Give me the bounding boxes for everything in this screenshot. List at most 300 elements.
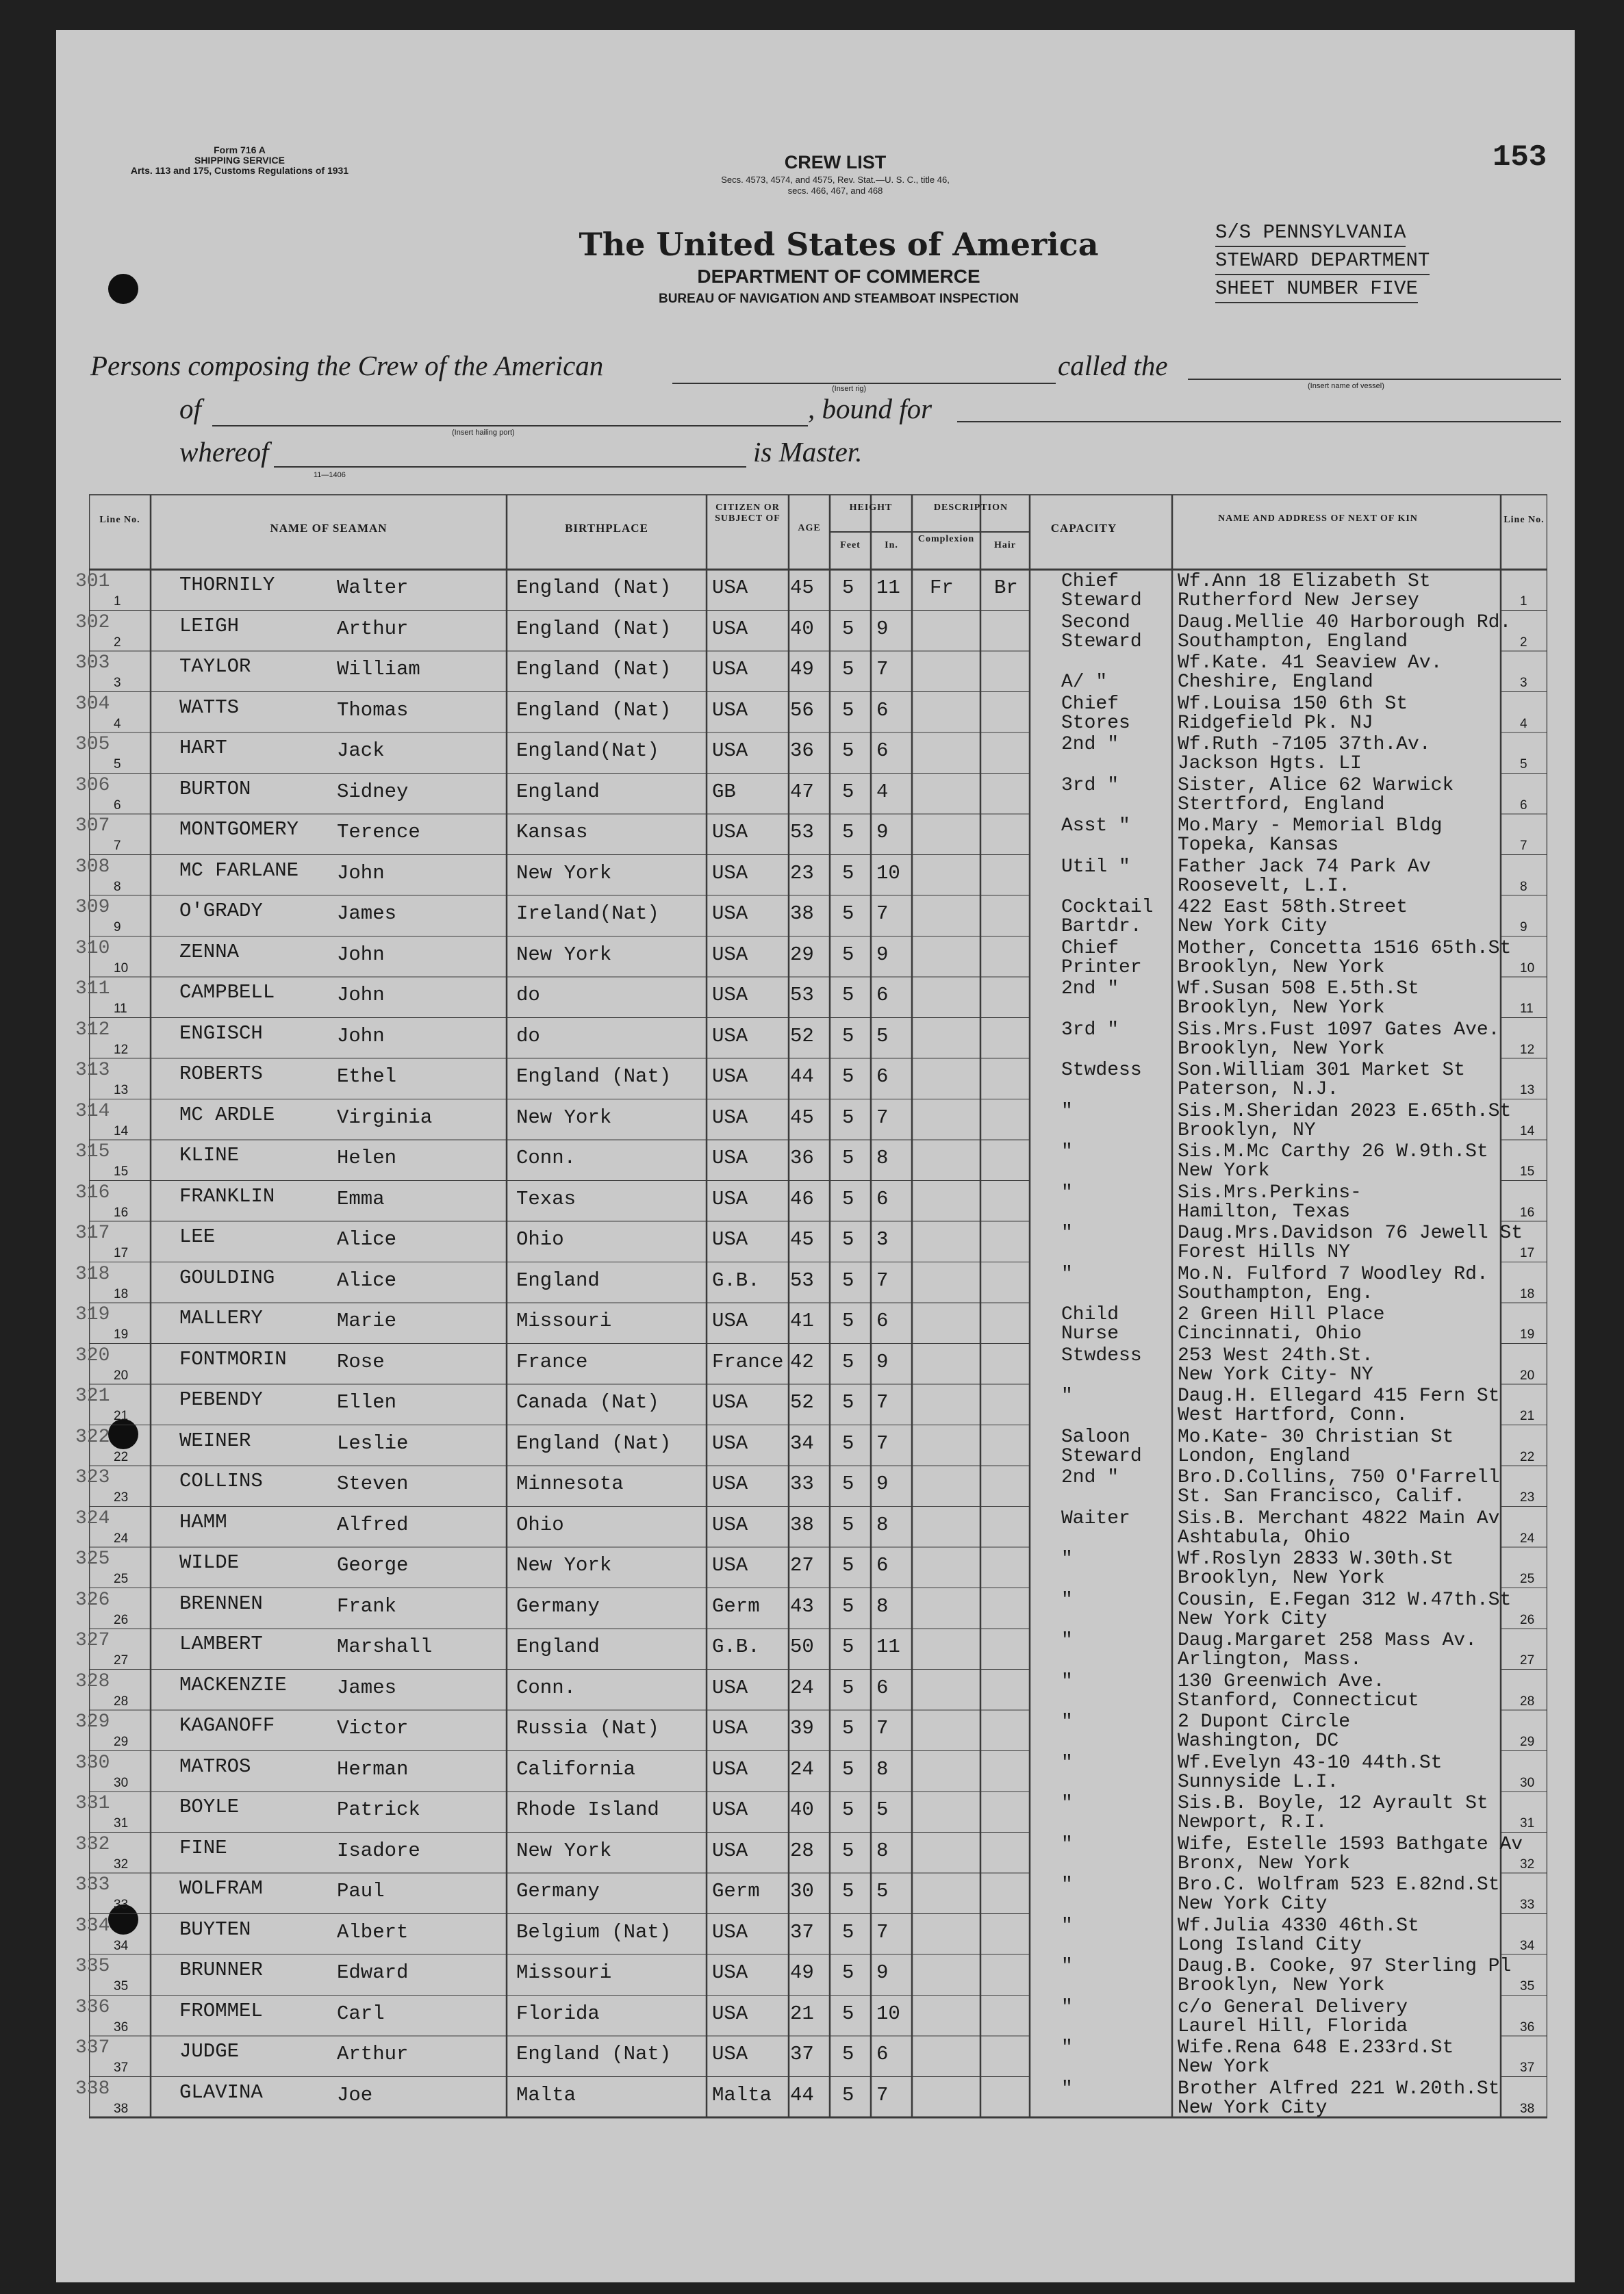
age: 38 [790, 1513, 814, 1536]
citizenship: USA [712, 617, 748, 640]
line-number-right: 25 [1520, 1572, 1535, 1586]
height-inches: 11 [876, 1635, 900, 1658]
height-feet: 5 [842, 1594, 854, 1618]
next-of-kin-address: Cheshire, England [1178, 672, 1373, 693]
next-of-kin-address: Forest Hills NY [1178, 1242, 1351, 1263]
height-inches: 9 [876, 1350, 889, 1373]
next-of-kin-address: Brooklyn, New York [1178, 956, 1385, 978]
age: 40 [790, 1798, 814, 1821]
capacity-line-1: " [1061, 1956, 1073, 1977]
line-number: 21 [114, 1409, 129, 1423]
birthplace: Conn. [516, 1147, 576, 1169]
capacity-line-1: " [1061, 1752, 1073, 1774]
next-of-kin-address: Brooklyn, New York [1178, 1038, 1385, 1060]
age: 37 [790, 1920, 814, 1943]
seaman-given-name: Walter [337, 576, 409, 599]
line-number-right: 15 [1520, 1164, 1535, 1179]
serial-number: 302 [75, 611, 110, 633]
form-code: 11—1406 [314, 471, 346, 479]
seaman-surname: LEE [179, 1225, 216, 1248]
height-feet: 5 [842, 1391, 854, 1414]
seaman-surname: LAMBERT [179, 1633, 263, 1655]
header-next-of-kin: NAME AND ADDRESS OF NEXT OF KIN [1218, 513, 1418, 524]
capacity-line-1: " [1061, 1833, 1073, 1855]
height-feet: 5 [842, 1757, 854, 1781]
line-number-right: 3 [1520, 676, 1527, 690]
serial-number: 314 [75, 1100, 110, 1122]
serial-number: 325 [75, 1549, 110, 1570]
seaman-surname: FROMMEL [179, 1999, 263, 2022]
capacity-line-1: Cocktail [1061, 897, 1154, 918]
capacity-line-2: Bartdr. [1061, 916, 1142, 937]
prompt-crew-of: Persons composing the Crew of the American [90, 350, 604, 381]
birthplace: New York [516, 1554, 612, 1577]
serial-number: 330 [75, 1752, 110, 1774]
capacity-line-1: Chief [1061, 571, 1119, 592]
stamp-sheet: SHEET NUMBER FIVE [1215, 275, 1418, 303]
height-inches: 6 [876, 1676, 889, 1699]
vessel-name-field[interactable] [1188, 378, 1561, 380]
height-feet: 5 [842, 2083, 854, 2106]
header-feet: Feet [840, 540, 861, 550]
capacity-line-1: " [1061, 1386, 1073, 1407]
citizenship: USA [712, 1513, 748, 1536]
seaman-given-name: John [337, 1024, 385, 1047]
line-number: 33 [114, 1898, 129, 1912]
line-number-right: 11 [1520, 1002, 1534, 1016]
line-number-right: 30 [1520, 1775, 1535, 1790]
serial-number: 323 [75, 1467, 110, 1488]
line-number: 37 [114, 2061, 129, 2075]
seaman-given-name: Alice [337, 1269, 397, 1292]
citizenship: USA [712, 902, 748, 925]
age: 37 [790, 2043, 814, 2065]
age: 36 [790, 739, 814, 762]
citizenship: USA [712, 861, 748, 884]
height-feet: 5 [842, 1676, 854, 1699]
capacity-line-1: Asst " [1061, 815, 1130, 837]
capacity-line-1: Child [1061, 1304, 1119, 1325]
next-of-kin-address: Paterson, N.J. [1178, 1079, 1339, 1100]
citizenship: Germ [712, 1880, 760, 1902]
next-of-kin-address: Newport, R.I. [1178, 1812, 1328, 1833]
capacity-line-1: " [1061, 1874, 1073, 1896]
prompt-called-the: called the [1058, 350, 1168, 381]
line-number: 15 [114, 1164, 129, 1179]
statutes [630, 175, 1041, 196]
line-number-right: 6 [1520, 798, 1527, 813]
serial-number: 303 [75, 652, 110, 674]
line-number: 20 [114, 1368, 129, 1383]
master-name-field[interactable] [274, 466, 746, 468]
height-feet: 5 [842, 1310, 854, 1332]
citizenship: USA [712, 1839, 748, 1862]
seaman-surname: KAGANOFF [179, 1714, 275, 1737]
seaman-given-name: Ethel [337, 1065, 397, 1088]
citizenship: USA [712, 943, 748, 966]
birthplace: England [516, 780, 600, 803]
age: 47 [790, 780, 814, 803]
height-feet: 5 [842, 2002, 854, 2025]
next-of-kin-address: New York City [1178, 1894, 1328, 1915]
height-feet: 5 [842, 1106, 854, 1129]
line-number: 6 [114, 798, 121, 813]
seaman-given-name: Victor [337, 1717, 409, 1739]
citizenship: USA [712, 1676, 748, 1699]
seaman-given-name: Isadore [337, 1839, 420, 1862]
height-inches: 6 [876, 1310, 889, 1332]
seaman-surname: TAYLOR [179, 655, 251, 678]
height-feet: 5 [842, 1880, 854, 1902]
capacity-line-2: Nurse [1061, 1323, 1119, 1344]
birthplace: do [516, 1024, 540, 1047]
age: 44 [790, 2083, 814, 2106]
age: 49 [790, 658, 814, 680]
seaman-surname: ROBERTS [179, 1062, 263, 1085]
seaman-given-name: Helen [337, 1147, 397, 1169]
capacity-line-1: " [1061, 1263, 1073, 1285]
age: 23 [790, 861, 814, 884]
line-number-right: 36 [1520, 2019, 1535, 2035]
seaman-given-name: Patrick [337, 1798, 420, 1821]
country-name: The United States of America [579, 226, 1099, 263]
line-number: 13 [114, 1083, 129, 1097]
height-inches: 9 [876, 1473, 889, 1495]
complexion: Fr [930, 576, 954, 599]
prompt-of: of [179, 393, 201, 424]
seaman-surname: THORNILY [179, 574, 275, 596]
prompt-bound-for: , bound for [808, 393, 932, 424]
next-of-kin-name: Son.William 301 Market St [1178, 1060, 1466, 1081]
seaman-given-name: Alfred [337, 1513, 409, 1536]
header-name: NAME OF SEAMAN [270, 522, 388, 535]
next-of-kin-name: Bro.D.Collins, 750 O'Farrell [1178, 1467, 1500, 1488]
line-number: 38 [114, 2101, 129, 2116]
birthplace: England (Nat) [516, 1431, 672, 1455]
capacity-line-2: Stores [1061, 712, 1130, 734]
line-number-right: 9 [1520, 920, 1527, 934]
birthplace: Ohio [516, 1513, 564, 1536]
seaman-surname: COLLINS [179, 1470, 263, 1492]
height-feet: 5 [842, 1961, 854, 1984]
line-number: 8 [114, 879, 121, 894]
line-number: 2 [114, 635, 121, 650]
age: 50 [790, 1635, 814, 1658]
capacity-line-1: Util " [1061, 856, 1130, 878]
capacity-line-1: Second [1061, 611, 1130, 633]
seaman-given-name: William [337, 658, 420, 680]
hailing-port-field[interactable] [212, 424, 808, 426]
capacity-line-1: " [1061, 1670, 1073, 1692]
citizenship: USA [712, 821, 748, 843]
vessel-hint: (Insert name of vessel) [1308, 382, 1384, 390]
form-service: SHIPPING SERVICE [194, 155, 285, 166]
height-inches: 7 [876, 2083, 889, 2106]
next-of-kin-name: Mo.N. Fulford 7 Woodley Rd. [1178, 1263, 1488, 1285]
age: 46 [790, 1187, 814, 1210]
next-of-kin-address: Rutherford New Jersey [1178, 590, 1419, 611]
serial-number: 334 [75, 1915, 110, 1937]
next-of-kin-address: Ridgefield Pk. NJ [1178, 712, 1373, 734]
birthplace: Missouri [516, 1961, 612, 1984]
serial-number: 317 [75, 1223, 110, 1244]
header-complexion: Complexion [917, 534, 975, 544]
capacity-line-2: Steward [1061, 630, 1142, 652]
line-number-right: 23 [1520, 1490, 1535, 1505]
age: 45 [790, 576, 814, 599]
height-feet: 5 [842, 1228, 854, 1251]
line-number-right: 17 [1520, 1246, 1535, 1260]
seaman-given-name: James [337, 902, 397, 925]
line-number: 26 [114, 1612, 129, 1627]
line-number: 34 [114, 1938, 129, 1953]
height-inches: 9 [876, 821, 889, 843]
birthplace: Minnesota [516, 1473, 624, 1495]
header-height: HEIGHT [849, 502, 893, 513]
serial-number: 308 [75, 856, 110, 878]
line-number: 32 [114, 1857, 129, 1872]
line-number-right: 27 [1520, 1653, 1535, 1668]
header-description: DESCRIPTION [933, 502, 1008, 513]
height-feet: 5 [842, 821, 854, 843]
height-inches: 9 [876, 617, 889, 640]
next-of-kin-name: 2 Dupont Circle [1178, 1711, 1351, 1733]
height-feet: 5 [842, 1147, 854, 1169]
stamp-vessel: S/S PENNSYLVANIA [1215, 219, 1406, 247]
birthplace: do [516, 984, 540, 1006]
destination-field[interactable] [957, 420, 1561, 422]
capacity-line-1: " [1061, 1223, 1073, 1244]
next-of-kin-name: 2 Green Hill Place [1178, 1304, 1385, 1325]
header-citizen: CITIZEN OR SUBJECT OF [715, 502, 781, 524]
capacity-line-1: " [1061, 1711, 1073, 1733]
line-number: 12 [114, 1042, 129, 1057]
birthplace: Ireland(Nat) [516, 902, 659, 925]
line-number-right: 32 [1520, 1857, 1535, 1872]
serial-number: 311 [75, 978, 110, 999]
seaman-given-name: Albert [337, 1920, 409, 1943]
citizenship: USA [712, 1798, 748, 1821]
serial-number: 335 [75, 1956, 110, 1977]
birthplace: Canada (Nat) [516, 1391, 659, 1414]
serial-number: 328 [75, 1670, 110, 1692]
height-inches: 7 [876, 1717, 889, 1739]
capacity-line-1: 2nd " [1061, 978, 1119, 999]
seaman-surname: GOULDING [179, 1266, 275, 1289]
line-number-right: 37 [1520, 2061, 1535, 2075]
capacity-line-1: Stwdess [1061, 1344, 1142, 1366]
seaman-surname: HART [179, 737, 227, 759]
birthplace: England (Nat) [516, 698, 672, 722]
serial-number: 309 [75, 897, 110, 918]
age: 27 [790, 1554, 814, 1577]
citizenship: USA [712, 739, 748, 762]
height-inches: 6 [876, 739, 889, 762]
next-of-kin-address: Topeka, Kansas [1178, 834, 1339, 856]
citizenship: GB [712, 780, 736, 803]
line-number-right: 1 [1520, 594, 1527, 609]
birthplace: Russia (Nat) [516, 1717, 659, 1739]
age: 30 [790, 1880, 814, 1902]
next-of-kin-address: New York City- NY [1178, 1364, 1373, 1386]
next-of-kin-name: Sis.B. Merchant 4822 Main Av [1178, 1507, 1500, 1529]
height-feet: 5 [842, 1269, 854, 1292]
next-of-kin-address: Arlington, Mass. [1178, 1649, 1362, 1670]
serial-number: 315 [75, 1141, 110, 1162]
next-of-kin-address: Brooklyn, New York [1178, 1568, 1385, 1589]
serial-number: 310 [75, 937, 110, 959]
seaman-surname: ENGISCH [179, 1021, 263, 1045]
capacity-line-1: " [1061, 1589, 1073, 1611]
serial-number: 321 [75, 1386, 110, 1407]
rig-field[interactable] [672, 382, 1056, 384]
seaman-given-name: Marshall [337, 1635, 433, 1658]
height-inches: 10 [876, 861, 900, 884]
seaman-given-name: Alice [337, 1228, 397, 1251]
height-feet: 5 [842, 902, 854, 925]
serial-number: 319 [75, 1304, 110, 1325]
citizenship: USA [712, 1228, 748, 1251]
line-number-right: 18 [1520, 1286, 1535, 1301]
next-of-kin-name: Daug.Mrs.Davidson 76 Jewell St [1178, 1223, 1523, 1244]
seaman-surname: BRENNEN [179, 1592, 263, 1615]
capacity-line-1: Chief [1061, 937, 1119, 959]
next-of-kin-name: 422 East 58th.Street [1178, 897, 1408, 918]
height-inches: 6 [876, 984, 889, 1006]
birthplace: Conn. [516, 1676, 576, 1699]
line-number-right: 24 [1520, 1531, 1535, 1546]
height-inches: 8 [876, 1839, 889, 1862]
rig-hint: (Insert rig) [832, 385, 867, 393]
birthplace: England (Nat) [516, 2043, 672, 2065]
header-line-no: Line No. [99, 515, 140, 525]
height-inches: 3 [876, 1228, 889, 1251]
citizenship: USA [712, 1554, 748, 1577]
citizenship: USA [712, 984, 748, 1006]
next-of-kin-name: Mother, Concetta 1516 65th.St [1178, 937, 1512, 959]
next-of-kin-name: Mo.Kate- 30 Christian St [1178, 1426, 1454, 1448]
seaman-given-name: Arthur [337, 2043, 409, 2065]
height-feet: 5 [842, 1717, 854, 1739]
line-number: 24 [114, 1531, 129, 1546]
age: 34 [790, 1431, 814, 1455]
age: 38 [790, 902, 814, 925]
next-of-kin-name: Daug.B. Cooke, 97 Sterling Pl [1178, 1956, 1512, 1977]
next-of-kin-name: Brother Alfred 221 W.20th.St [1178, 2078, 1500, 2100]
seaman-given-name: Steven [337, 1473, 409, 1495]
capacity-line-1: " [1061, 1793, 1073, 1814]
serial-number: 318 [75, 1263, 110, 1285]
height-feet: 5 [842, 1798, 854, 1821]
next-of-kin-address: Roosevelt, L.I. [1178, 875, 1351, 897]
line-number-right: 38 [1520, 2101, 1535, 2116]
height-inches: 6 [876, 698, 889, 722]
height-feet: 5 [842, 1554, 854, 1577]
age: 39 [790, 1717, 814, 1739]
seaman-surname: WEINER [179, 1429, 251, 1452]
seaman-surname: CAMPBELL [179, 981, 275, 1004]
serial-number: 327 [75, 1630, 110, 1651]
citizenship: USA [712, 1065, 748, 1088]
line-number-right: 13 [1520, 1083, 1535, 1097]
height-feet: 5 [842, 861, 854, 884]
line-number-right: 26 [1520, 1612, 1535, 1627]
height-inches: 7 [876, 1106, 889, 1129]
height-inches: 7 [876, 1269, 889, 1292]
capacity-line-1: " [1061, 1141, 1073, 1162]
serial-number: 313 [75, 1060, 110, 1081]
seaman-given-name: Marie [337, 1310, 397, 1332]
next-of-kin-name: Wf.Ann 18 Elizabeth St [1178, 571, 1431, 592]
age: 40 [790, 617, 814, 640]
capacity-line-1: " [1061, 1549, 1073, 1570]
agency-heading [548, 226, 1130, 307]
line-number: 25 [114, 1572, 129, 1586]
page-number: 153 [1493, 140, 1547, 175]
line-number: 19 [114, 1327, 129, 1342]
line-number-right: 12 [1520, 1042, 1535, 1057]
seaman-surname: MONTGOMERY [179, 818, 299, 841]
next-of-kin-name: Father Jack 74 Park Av [1178, 856, 1431, 878]
seaman-given-name: John [337, 861, 385, 884]
seaman-surname: FONTMORIN [179, 1347, 287, 1371]
next-of-kin-address: Stertford, England [1178, 793, 1385, 815]
next-of-kin-address: Cincinnati, Ohio [1178, 1323, 1362, 1344]
line-number-right: 2 [1520, 635, 1527, 650]
citizenship: USA [712, 1106, 748, 1129]
line-number: 27 [114, 1653, 129, 1668]
height-inches: 6 [876, 2043, 889, 2065]
serial-number: 304 [75, 693, 110, 715]
next-of-kin-address: St. San Francisco, Calif. [1178, 1486, 1466, 1507]
citizenship: USA [712, 1391, 748, 1414]
seaman-surname: MALLERY [179, 1307, 263, 1329]
serial-number: 329 [75, 1711, 110, 1733]
line-number: 11 [114, 1002, 127, 1016]
line-number-right: 20 [1520, 1368, 1535, 1383]
line-number-right: 21 [1520, 1409, 1535, 1423]
serial-number: 337 [75, 2037, 110, 2059]
height-inches: 6 [876, 1554, 889, 1577]
height-inches: 7 [876, 1391, 889, 1414]
age: 29 [790, 943, 814, 966]
line-number-right: 29 [1520, 1735, 1535, 1749]
age: 42 [790, 1350, 814, 1373]
seaman-given-name: James [337, 1676, 397, 1699]
height-inches: 5 [876, 1798, 889, 1821]
prompt-whereof: whereof [179, 436, 269, 468]
height-inches: 8 [876, 1594, 889, 1618]
height-inches: 7 [876, 658, 889, 680]
citizenship: G.B. [712, 1635, 760, 1658]
capacity-line-2: A/ " [1061, 672, 1108, 693]
citizenship: Germ [712, 1594, 760, 1618]
birthplace: Rhode Island [516, 1798, 659, 1821]
next-of-kin-name: Wf.Julia 4330 46th.St [1178, 1915, 1419, 1937]
serial-number: 307 [75, 815, 110, 837]
seaman-given-name: Terence [337, 821, 420, 843]
seaman-given-name: John [337, 984, 385, 1006]
seaman-surname: GLAVINA [179, 2080, 263, 2104]
capacity-line-1: " [1061, 1915, 1073, 1937]
citizenship: USA [712, 658, 748, 680]
capacity-line-1: 3rd " [1061, 774, 1119, 796]
birthplace: California [516, 1757, 636, 1781]
capacity-line-1: 2nd " [1061, 734, 1119, 755]
height-feet: 5 [842, 1920, 854, 1943]
height-feet: 5 [842, 1187, 854, 1210]
citizenship: Malta [712, 2083, 772, 2106]
